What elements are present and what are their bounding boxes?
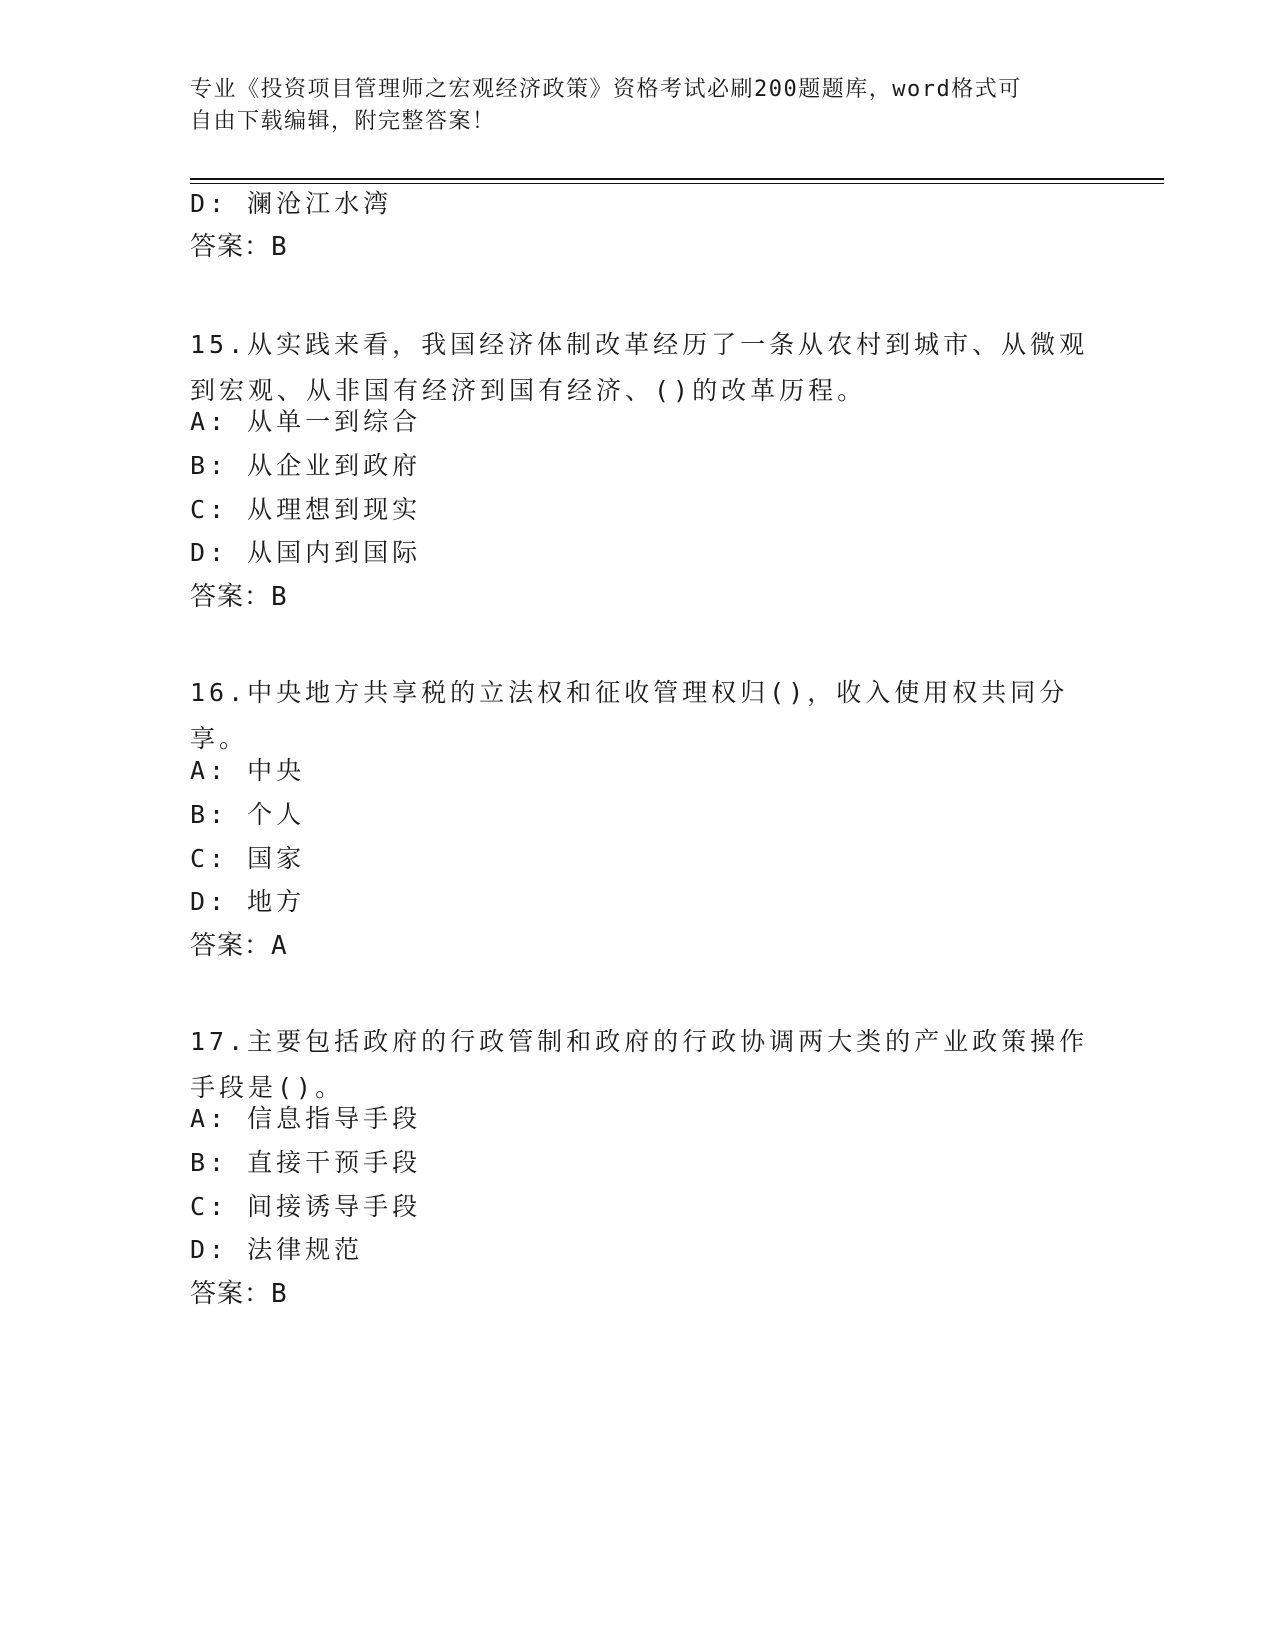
question-15-text: 15.从实践来看，我国经济体制改革经历了一条从农村到城市、从微观到宏观、从非国有经济到国有经济、()的改革历程。 — [190, 330, 1089, 405]
question-17-answer: 答案：B — [190, 1279, 288, 1309]
question-15-option-a: A: 从单一到综合 — [190, 407, 422, 436]
question-15-answer: 答案：B — [190, 582, 288, 612]
question-16-text: 16.中央地方共享税的立法权和征收管理权归()，收入使用权共同分享。 — [190, 678, 1069, 753]
question-15-option-c: C: 从理想到现实 — [190, 495, 422, 524]
question-15-option-d: D: 从国内到国际 — [190, 538, 422, 567]
question-16-option-a: A: 中央 — [190, 756, 306, 785]
header-line-1: 专业《投资项目管理师之宏观经济政策》资格考试必刷200题题库，word格式可 — [190, 77, 1022, 102]
prev-option-d: D: 澜沧江水湾 — [190, 189, 393, 218]
question-17-option-a: A: 信息指导手段 — [190, 1104, 422, 1133]
question-17-option-c: C: 间接诱导手段 — [190, 1192, 422, 1221]
question-16-option-c: C: 国家 — [190, 844, 306, 873]
question-17-option-d: D: 法律规范 — [190, 1235, 364, 1264]
document-header — [190, 74, 1090, 138]
question-17-option-b: B: 直接干预手段 — [190, 1148, 422, 1177]
question-16-option-b: B: 个人 — [190, 800, 306, 829]
header-line-2: 自由下载编辑，附完整答案！ — [190, 109, 496, 134]
question-16-option-d: D: 地方 — [190, 887, 306, 916]
prev-answer: 答案：B — [190, 232, 288, 262]
question-15-option-b: B: 从企业到政府 — [190, 451, 422, 480]
header-divider-thick — [190, 178, 1164, 180]
question-16-answer: 答案：A — [190, 931, 288, 961]
header-divider-thin — [190, 183, 1164, 184]
question-17-text: 17.主要包括政府的行政管制和政府的行政协调两大类的产业政策操作手段是()。 — [190, 1027, 1089, 1102]
